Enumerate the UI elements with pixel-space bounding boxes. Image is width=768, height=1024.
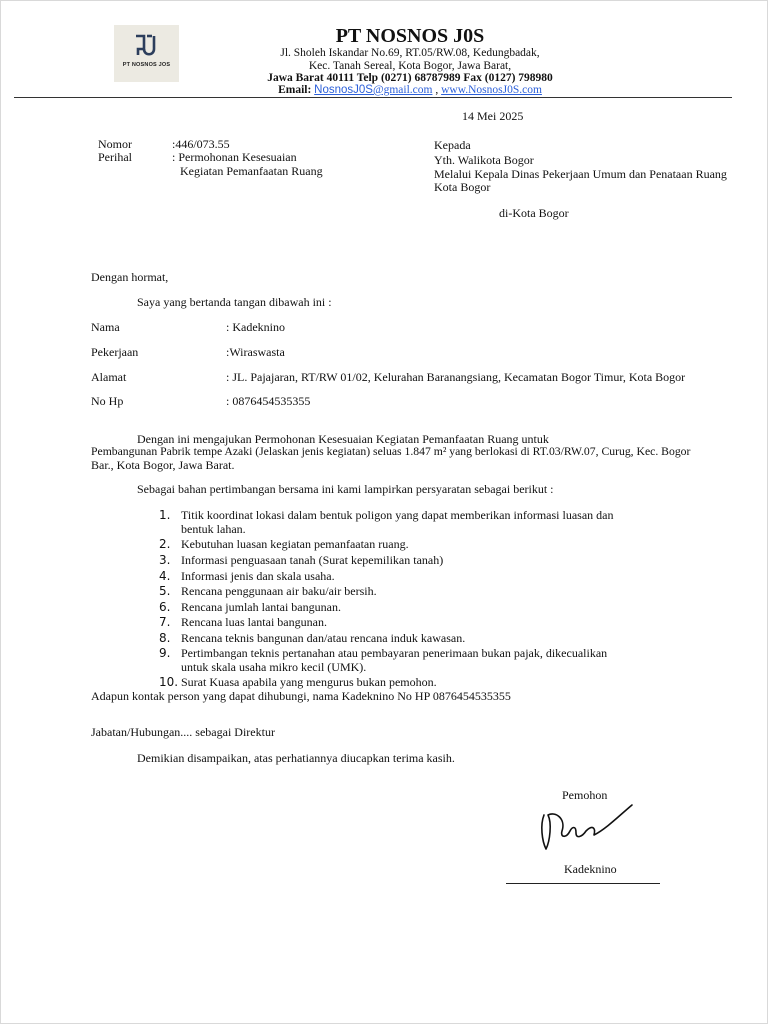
field-label-nama: Nama xyxy=(91,320,120,334)
paragraph-2: Sebagai bahan pertimbangan bersama ini kami lampirkan persyaratan sebagai berikut : xyxy=(137,482,554,496)
list-item-9-line-1: Pertimbangan teknis pertanahan atau pembayaran penerimaan bukan pajak, dikecualikan xyxy=(181,646,608,660)
handwritten-signature xyxy=(536,801,640,853)
closing-text: Demikian disampaikan, atas perhatiannya diucapkan terima kasih. xyxy=(137,751,455,765)
address-line-2: Kec. Tanah Sereal, Kota Bogor, Jawa Barat, xyxy=(308,60,512,72)
field-label-pekerjaan: Pekerjaan xyxy=(91,345,139,359)
list-number: 1. xyxy=(159,508,171,522)
field-label-alamat: Alamat xyxy=(91,370,127,384)
recipient-line-2: Melalui Kepala Dinas Pekerjaan Umum dan Penataan Ruang xyxy=(434,167,727,181)
signatory-name: Kadeknino xyxy=(564,862,617,876)
contact-phone-fax: Jawa Barat 40111 Telp (0271) 68787989 Fax (0127) 798980 xyxy=(267,72,553,84)
field-value-nohp: : 0876454535355 xyxy=(226,394,311,408)
list-item-7: Rencana luas lantai bangunan. xyxy=(181,615,327,629)
list-number: 3. xyxy=(159,553,171,567)
field-value-pekerjaan: :Wiraswasta xyxy=(226,345,285,359)
list-number: 7. xyxy=(159,615,171,629)
list-number: 4. xyxy=(159,569,171,583)
list-number: 2. xyxy=(159,537,171,551)
email-line xyxy=(0,84,768,96)
greeting: Dengan hormat, xyxy=(91,270,169,284)
paragraph-1-line-1: Dengan ini mengajukan Permohonan Kesesuaian Kegiatan Pemanfaatan Ruang untuk xyxy=(137,432,549,446)
header-divider xyxy=(14,97,732,98)
website-link[interactable]: www.NosnosJ0S.com xyxy=(441,84,542,96)
intro-text: Saya yang bertanda tangan dibawah ini : xyxy=(137,295,332,309)
list-number: 5. xyxy=(159,584,171,598)
list-number: 10. xyxy=(159,675,179,689)
contact-person: Adapun kontak person yang dapat dihubungi, nama Kadeknino No HP 0876454535355 xyxy=(91,689,511,703)
recipient-place: di-Kota Bogor xyxy=(499,206,569,220)
paragraph-1-line-3: Bar., Kota Bogor, Jawa Barat. xyxy=(91,458,235,472)
nomor-label: Nomor xyxy=(98,137,132,151)
field-label-nohp: No Hp xyxy=(91,394,124,408)
nomor-value: :446/073.55 xyxy=(172,137,230,151)
list-number: 8. xyxy=(159,631,171,645)
signature-line xyxy=(506,883,660,884)
email-user-link[interactable]: NosnosJ0S xyxy=(314,84,373,96)
jabatan-line: Jabatan/Hubungan.... sebagai Direktur xyxy=(91,725,275,739)
address-line-1: Jl. Sholeh Iskandar No.69, RT.05/RW.08, Kedungbadak, xyxy=(280,47,540,59)
list-item-10: Surat Kuasa apabila yang mengurus bukan pemohon. xyxy=(181,675,437,689)
field-value-alamat: : JL. Pajajaran, RT/RW 01/02, Kelurahan Baranangsiang, Kecamatan Bogor Timur, Kota Bogor xyxy=(226,370,686,384)
email-domain-link[interactable]: @gmail.com xyxy=(372,84,433,96)
list-item-3: Informasi penguasaan tanah (Surat kepemilikan tanah) xyxy=(181,553,444,567)
email-separator: , xyxy=(435,84,439,96)
list-item-1-line-1: Titik koordinat lokasi dalam bentuk poligon yang dapat memberikan informasi luasan dan xyxy=(181,508,614,522)
recipient-line-3: Kota Bogor xyxy=(434,180,491,194)
list-item-1-line-2: bentuk lahan. xyxy=(181,522,246,536)
list-item-5: Rencana penggunaan air baku/air bersih. xyxy=(181,584,377,598)
letter-date: 14 Mei 2025 xyxy=(462,109,524,123)
list-item-9-line-2: untuk skala usaha mikro kecil (UMK). xyxy=(181,660,367,674)
address-line-3 xyxy=(0,72,768,84)
perihal-label: Perihal xyxy=(98,150,132,164)
perihal-line-1: : Permohonan Kesesuaian xyxy=(172,150,297,164)
recipient-line-1: Yth. Walikota Bogor xyxy=(434,153,534,167)
list-item-6: Rencana jumlah lantai bangunan. xyxy=(181,600,341,614)
list-number: 9. xyxy=(159,646,171,660)
field-value-nama: : Kadeknino xyxy=(226,320,285,334)
list-item-4: Informasi jenis dan skala usaha. xyxy=(181,569,335,583)
recipient-kepada: Kepada xyxy=(434,138,471,152)
paragraph-1-line-2: Pembangunan Pabrik tempe Azaki (Jelaskan jenis kegiatan) seluas 1.847 m² yang berlokasi di RT.03/RW.07, Curug, Kec. Bogor xyxy=(91,445,691,458)
email-label: Email: xyxy=(278,84,312,96)
company-name: PT NOSNOS J0S xyxy=(335,25,485,47)
logo-text: PT NOSNOS JOS xyxy=(122,62,171,68)
list-number: 6. xyxy=(159,600,171,614)
perihal-line-2: Kegiatan Pemanfaatan Ruang xyxy=(180,164,323,178)
signature-title: Pemohon xyxy=(562,788,608,802)
list-item-2: Kebutuhan luasan kegiatan pemanfaatan ruang. xyxy=(181,537,409,551)
list-item-8: Rencana teknis bangunan dan/atau rencana induk kawasan. xyxy=(181,631,466,645)
